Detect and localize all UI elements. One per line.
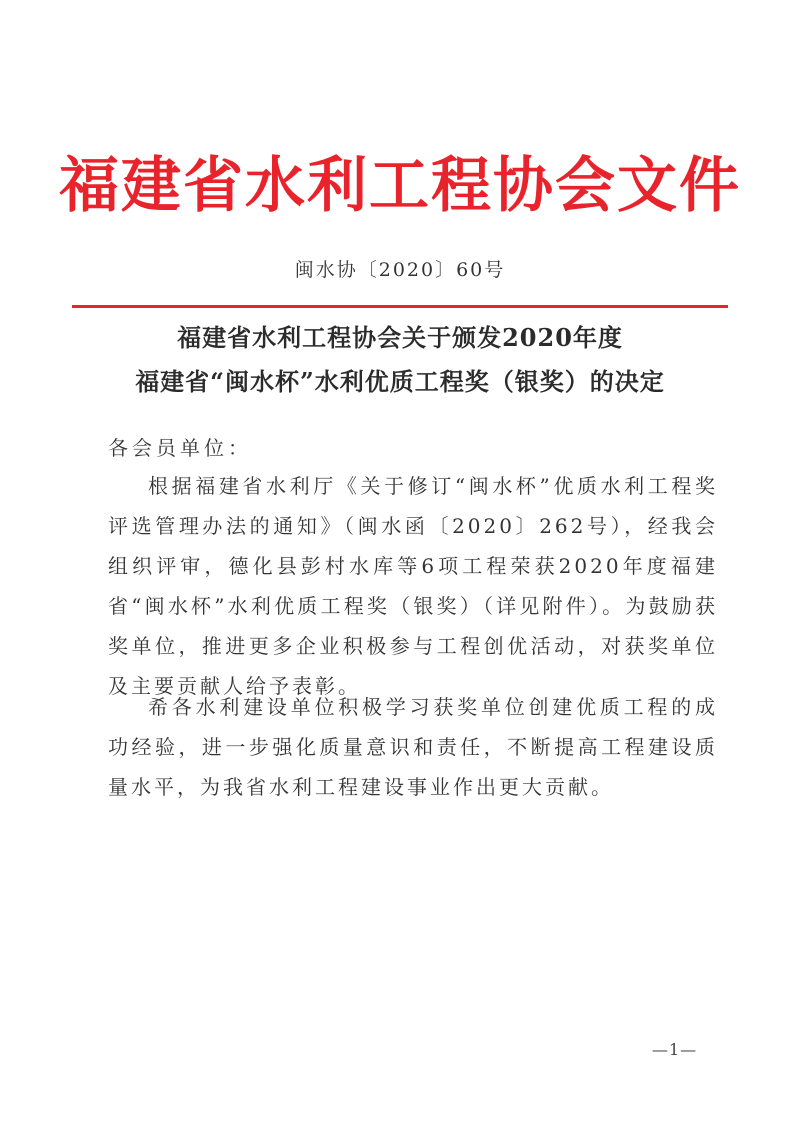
salutation: 各会员单位： xyxy=(108,436,252,460)
decision-title-line-1: 福建省水利工程协会关于颁发2020年度 xyxy=(177,323,623,352)
body-paragraph-1: 根据福建省水利厅《关于修订“闽水杯”优质水利工程奖评选管理办法的通知》（闽水函〔2020〕262号），经我会组织评审，德化县彭村水库等6项工程荣获2020年度福建省“闽水杯”水利优质工程奖（银奖）（详见附件）。为鼓励获奖单位，推进更多企业积极参与工程创优活动，对获奖单位及主要贡献人给予表彰。 xyxy=(108,474,718,698)
body-paragraph-2: 希各水利建设单位积极学习获奖单位创建优质工程的成功经验，进一步强化质量意识和责任，不断提高工程建设质量水平，为我省水利工程建设事业作出更大贡献。 xyxy=(108,695,718,799)
red-divider-line xyxy=(72,305,728,308)
document-header-title: 福建省水利工程协会文件 xyxy=(59,151,741,221)
document-number: 闽水协〔2020〕60号 xyxy=(294,259,506,281)
page-number: —1— xyxy=(652,1040,698,1059)
decision-title-line-2: 福建省“闽水杯”水利优质工程奖（银奖）的决定 xyxy=(135,367,665,396)
